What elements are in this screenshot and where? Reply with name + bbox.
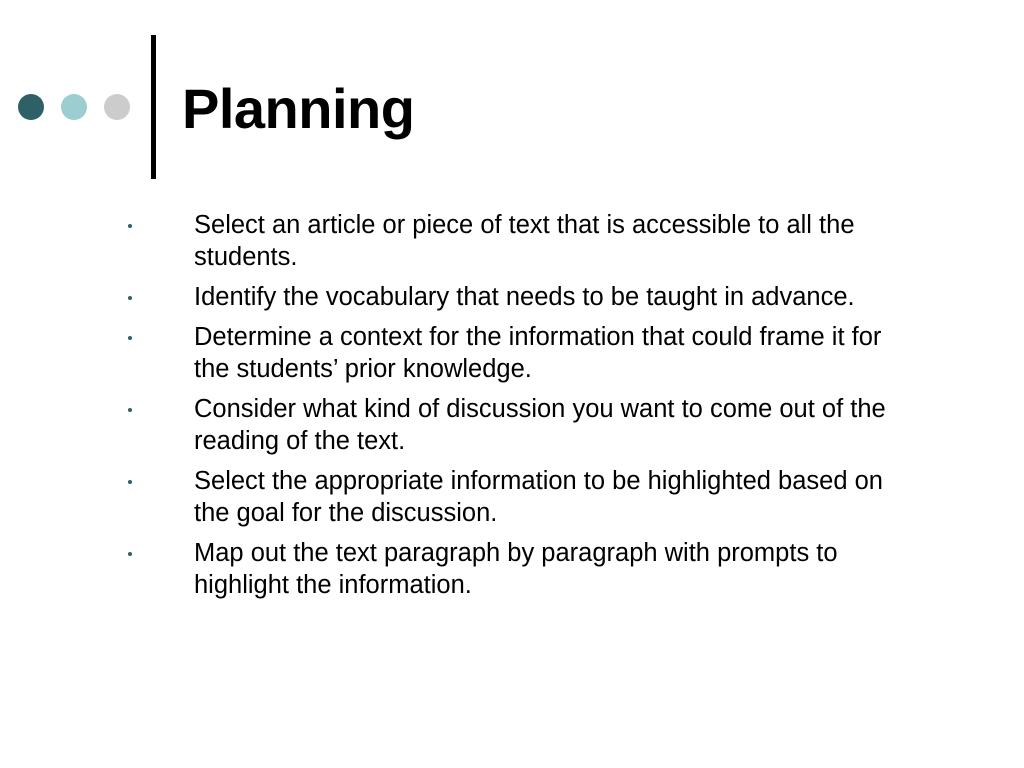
bullet-item: [122, 465, 892, 529]
bullet-marker-icon: [128, 408, 132, 412]
bullet-list: [122, 209, 892, 609]
bullet-text: Consider what kind of discussion you want to come out of the reading of the text.: [194, 395, 886, 455]
bullet-marker-icon: [128, 552, 132, 556]
decorative-dot-dark: [18, 94, 44, 120]
bullet-item: [122, 393, 892, 457]
bullet-text: Select the appropriate information to be highlighted based on the goal for the discussion.: [194, 467, 883, 527]
bullet-text: Identify the vocabulary that needs to be taught in advance.: [194, 283, 855, 311]
bullet-marker-icon: [128, 296, 132, 300]
bullet-marker-icon: [128, 224, 132, 228]
bullet-marker-icon: [128, 336, 132, 340]
slide-title: Planning: [182, 77, 415, 140]
bullet-item: [122, 537, 892, 601]
bullet-text: Determine a context for the information that could frame it for the students’ prior knowledge.: [194, 323, 882, 383]
bullet-item: [122, 281, 892, 313]
decorative-dot-gray: [104, 94, 130, 120]
bullet-item: [122, 209, 892, 273]
decorative-dot-teal: [61, 94, 87, 120]
bullet-item: [122, 321, 892, 385]
bullet-marker-icon: [128, 480, 132, 484]
bullet-text: Select an article or piece of text that is accessible to all the students.: [194, 211, 855, 271]
title-divider: [151, 35, 156, 179]
bullet-text: Map out the text paragraph by paragraph with prompts to highlight the information.: [194, 539, 838, 599]
